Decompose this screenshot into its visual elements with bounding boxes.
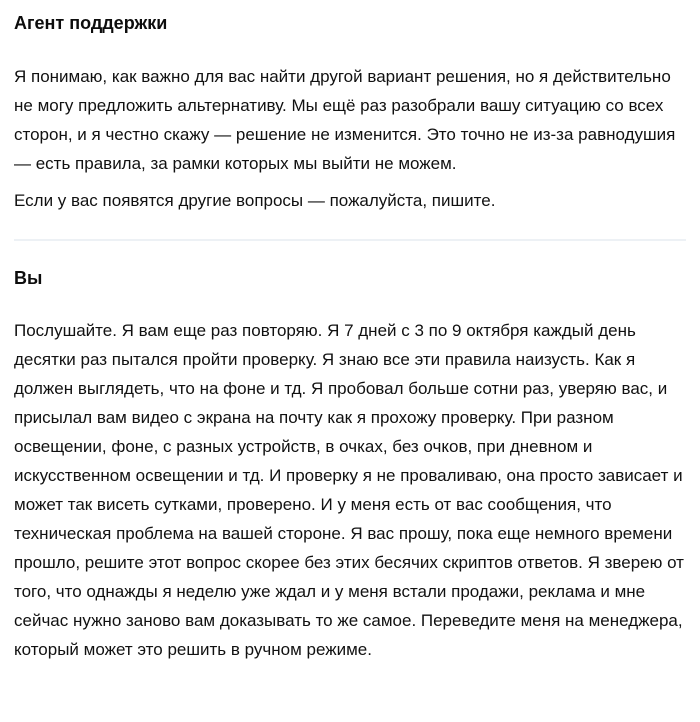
message-author-support-agent: Агент поддержки [14,13,168,33]
message-paragraph: Я понимаю, как важно для вас найти другой вариант решения, но я действительно не могу предложить альтернативу. Мы ещё раз разобрали вашу ситуацию со всех сторон, и я честно скажу — решение не изменится. Это точно не из-за равнодушия — есть правила, за рамки которых мы выйти не можем. [14,67,676,173]
message-support-agent [14,12,686,215]
message-paragraph: Если у вас появятся другие вопросы — пожалуйста, пишите. [14,191,496,210]
chat-transcript [14,12,686,664]
message-divider [14,239,686,241]
message-paragraph: Послушайте. Я вам еще раз повторяю. Я 7 дней с 3 по 9 октября каждый день десятки раз пытался пройти проверку. Я знаю все эти правила наизусть. Как я должен выглядеть, что на фоне и тд. Я пробовал больше сотни раз, уверяю вас, и присылал вам видео с экрана на почту как я прохожу проверку. При разном освещении, фоне, с разных устройств, в очках, без очков, при дневном и искусственном освещении и тд. И проверку я не проваливаю, она просто зависает и может так висеть сутками, проверено. И у меня есть от вас сообщения, что техническая проблема на вашей стороне. Я вас прошу, пока еще немного времени прошло, решите этот вопрос скорее без этих бесячих скриптов ответов. Я зверею от того, что однажды я неделю уже ждал и у меня встали продажи, реклама и мне сейчас нужно заново вам доказывать то же самое. Переведите меня на менеджера, который может это решить в ручном режиме. [14,321,684,659]
message-user [14,267,686,664]
message-author-user: Вы [14,268,43,288]
